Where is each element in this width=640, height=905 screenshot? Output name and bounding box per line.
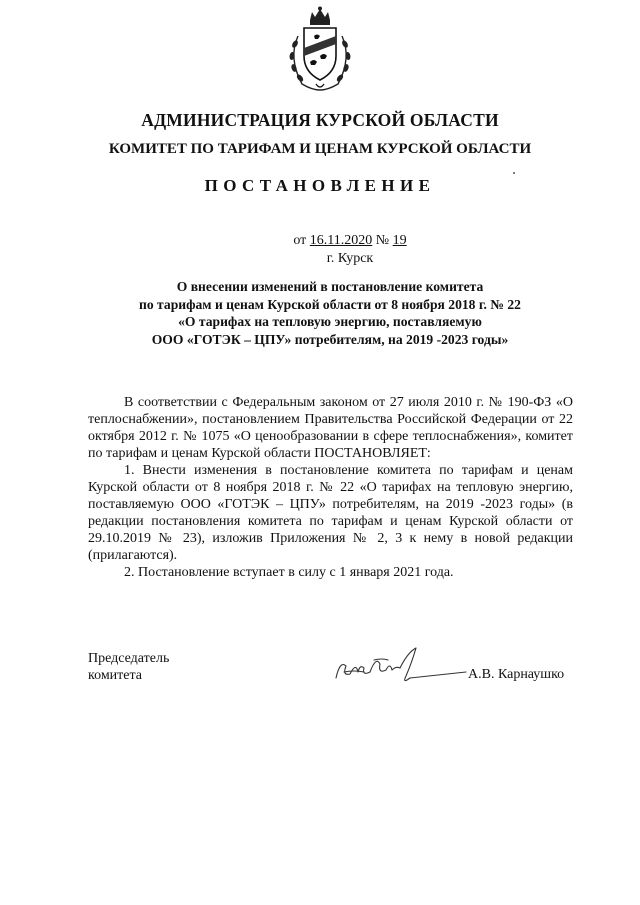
preamble-paragraph: В соответствии с Федеральным законом от 27 июля 2010 г. № 190-ФЗ «О теплоснабжении», постановлением Правительства Российской Федерации от 22 октября 2012 г. № 1075 «О ценообразовании в сфере теплоснабжения», комитет по тарифам и ценам Курской области ПОСТАНОВЛЯЕТ: bbox=[88, 395, 573, 461]
subject-line: «О тарифах на тепловую энергию, поставляемую bbox=[178, 314, 482, 329]
signatory-title bbox=[88, 650, 169, 684]
handwritten-signature-icon bbox=[330, 642, 480, 690]
subject-line: ООО «ГОТЭК – ЦПУ» потребителям, на 2019 -2023 годы» bbox=[151, 331, 509, 347]
coat-of-arms-icon bbox=[284, 6, 356, 92]
subject-line: по тарифам и ценам Курской области от 8 ноября 2018 г. № 22 bbox=[139, 296, 521, 312]
stray-mark bbox=[513, 172, 515, 174]
number-prefix: № bbox=[372, 233, 393, 248]
decree-city: г. Курск bbox=[326, 251, 374, 266]
signatory-title-line: комитета bbox=[88, 668, 143, 683]
item-2-paragraph: 2. Постановление вступает в силу с 1 января 2021 года. bbox=[124, 565, 454, 580]
decree-body bbox=[88, 394, 573, 581]
item-1-paragraph: 1. Внести изменения в постановление комитета по тарифам и ценам Курской области от 8 ноября 2018 г. № 22 «О тарифах на тепловую энергию, поставляемую ООО «ГОТЭК – ЦПУ» потребителям, на 2019 -2023 годы» (в редакции постановления комитета по тарифам и ценам Курской области от 29.10.2019 № 23), изложив Приложения № 2, 3 к нему в новой редакции (прилагаются). bbox=[88, 463, 573, 563]
administration-heading: АДМИНИСТРАЦИЯ КУРСКОЙ ОБЛАСТИ bbox=[141, 110, 499, 130]
decree-date-line bbox=[0, 233, 640, 249]
decree-date: 16.11.2020 bbox=[309, 233, 373, 248]
subject-line: О внесении изменений в постановление комитета bbox=[176, 279, 484, 294]
decree-subject bbox=[100, 278, 560, 348]
document-type-heading: ПОСТАНОВЛЕНИЕ bbox=[204, 176, 436, 195]
signatory-title-line: Председатель bbox=[88, 651, 170, 666]
date-prefix: от bbox=[293, 233, 310, 248]
committee-heading: КОМИТЕТ ПО ТАРИФАМ И ЦЕНАМ КУРСКОЙ ОБЛАСТИ bbox=[108, 141, 532, 157]
signatory-name: А.В. Карнаушко bbox=[468, 667, 565, 682]
decree-number: 19 bbox=[392, 233, 407, 248]
